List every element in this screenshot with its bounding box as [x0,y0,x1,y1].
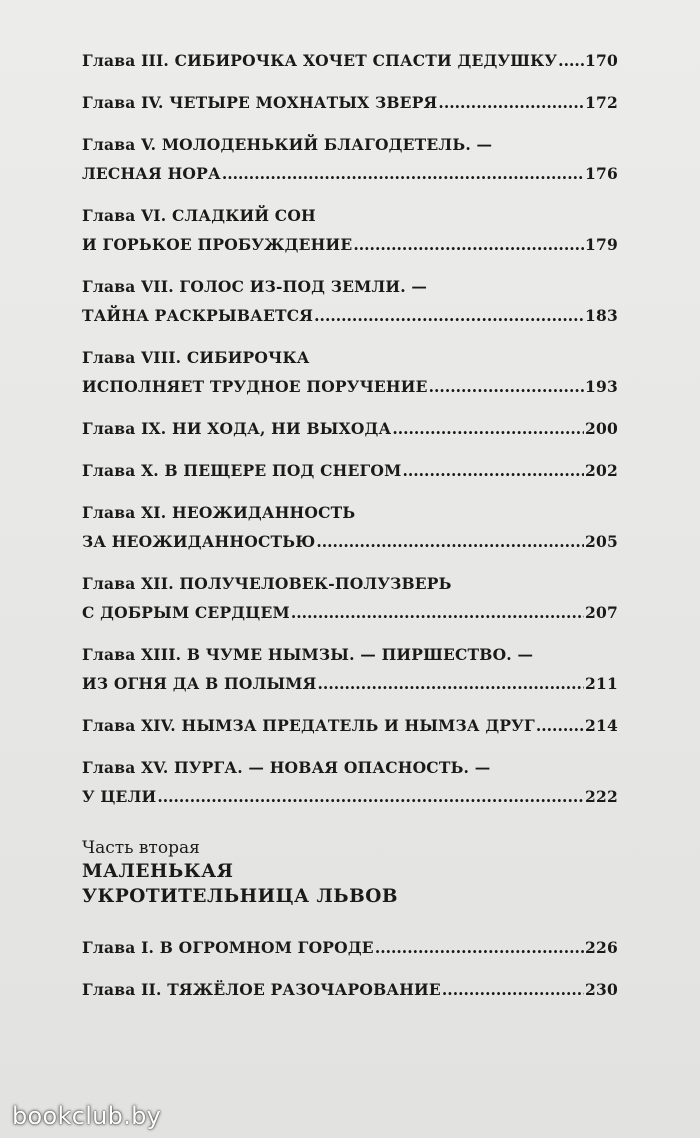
chapter-title: МОЛОДЕНЬКИЙ БЛАГОДЕТЕЛЬ. — [161,135,493,154]
part-label: Часть вторая [82,838,200,858]
toc-entry [82,569,618,627]
page-number: 211 [585,674,618,693]
toc-entry-line [82,343,618,372]
toc-entry [82,414,618,443]
page-number: 200 [585,419,618,438]
toc-entry-line [82,569,618,598]
chapter-number: Глава VI. [82,206,167,225]
chapter-number: Глава V. [82,135,157,154]
toc-entry-line [82,782,618,811]
chapter-number: Глава XIV. [82,716,176,735]
chapter-number: Глава X. [82,461,159,480]
dot-leader [353,230,584,259]
dot-leader [429,372,584,401]
dot-leader [157,782,584,811]
chapter-number: Глава XV. [82,758,169,777]
page-number: 207 [585,603,618,622]
page-number: 183 [585,306,618,325]
dot-leader [392,414,584,443]
dot-leader [222,159,584,188]
part1-chapter-list [82,46,618,811]
toc-entry [82,88,618,117]
part-two-header [82,837,618,909]
toc-entry-line [82,88,618,117]
part2-chapter-list [82,933,618,1004]
chapter-title: У ЦЕЛИ [82,787,157,806]
chapter-title: НЕОЖИДАННОСТЬ [171,503,356,522]
toc-entry-line [82,711,618,740]
toc-entry [82,272,618,330]
toc-entry [82,456,618,485]
page-number: 193 [585,377,618,396]
dot-leader [536,711,584,740]
page-number: 222 [585,787,618,806]
chapter-number: Глава XII. [82,574,174,593]
chapter-title: В ОГРОМНОМ ГОРОДЕ [159,938,374,957]
chapter-number: Глава VIII. [82,348,182,367]
toc-entry [82,933,618,962]
dot-leader [402,456,584,485]
toc-entry [82,201,618,259]
dot-leader [318,669,585,698]
dot-leader [438,88,584,117]
toc-entry-line [82,527,618,556]
toc-entry [82,753,618,811]
toc-entry-line [82,46,618,75]
toc-entry-line [82,301,618,330]
watermark-logo: bookclub.by [12,1102,162,1130]
dot-leader [442,975,584,1004]
page-number: 176 [585,164,618,183]
page-number: 179 [585,235,618,254]
chapter-title: ЧЕТЫРЕ МОХНАТЫХ ЗВЕРЯ [169,93,438,112]
chapter-title: НЫМЗА ПРЕДАТЕЛЬ И НЫМЗА ДРУГ [181,716,535,735]
dot-leader [291,598,584,627]
toc-entry-line [82,598,618,627]
chapter-title: ИЗ ОГНЯ ДА В ПОЛЫМЯ [82,674,317,693]
dot-leader [314,301,584,330]
chapter-number: Глава XI. [82,503,167,522]
chapter-title: В ПЕЩЕРЕ ПОД СНЕГОМ [164,461,402,480]
toc-entry [82,130,618,188]
chapter-number: Глава IX. [82,419,167,438]
chapter-title: СЛАДКИЙ СОН [171,206,316,225]
chapter-title: СИБИРОЧКА ХОЧЕТ СПАСТИ ДЕДУШКУ [174,51,558,70]
toc-entry-line [82,498,618,527]
chapter-number: Глава II. [82,980,162,999]
dot-leader [375,933,584,962]
chapter-title: ЗА НЕОЖИДАННОСТЬЮ [82,532,316,551]
toc-entry-line [82,159,618,188]
toc-entry-line [82,201,618,230]
toc-entry-line [82,414,618,443]
dot-leader [316,527,584,556]
chapter-number: Глава XIII. [82,645,182,664]
chapter-title: ПОЛУЧЕЛОВЕК-ПОЛУЗВЕРЬ [179,574,452,593]
page-number: 226 [585,938,618,957]
page-number: 172 [585,93,618,112]
toc-entry [82,711,618,740]
toc-entry-line [82,372,618,401]
chapter-title: ТАЙНА РАСКРЫВАЕТСЯ [82,306,314,325]
page-number: 202 [585,461,618,480]
toc-entry [82,498,618,556]
chapter-number: Глава VII. [82,277,174,296]
toc-entry-line [82,230,618,259]
chapter-title: НИ ХОДА, НИ ВЫХОДА [171,419,392,438]
toc-entry-line [82,975,618,1004]
toc-entry-line [82,933,618,962]
chapter-title: ПУРГА. — НОВАЯ ОПАСНОСТЬ. — [174,758,491,777]
toc-entry-line [82,130,618,159]
page-number: 170 [585,51,618,70]
page-number: 230 [585,980,618,999]
toc-entry [82,640,618,698]
toc-entry-line [82,272,618,301]
toc-entry [82,343,618,401]
dot-leader [558,46,584,75]
chapter-title: СИБИРОЧКА [186,348,310,367]
toc-entry-line [82,640,618,669]
chapter-title: ЛЕСНАЯ НОРА [82,164,221,183]
page-number: 214 [585,716,618,735]
part-title-line-1: МАЛЕНЬКАЯ [82,861,234,882]
chapter-title: В ЧУМЕ НЫМЗЫ. — ПИРШЕСТВО. — [186,645,534,664]
part-title-line-2: УКРОТИТЕЛЬНИЦА ЛЬВОВ [82,886,398,907]
chapter-number: Глава IV. [82,93,164,112]
chapter-title: ИСПОЛНЯЕТ ТРУДНОЕ ПОРУЧЕНИЕ [82,377,428,396]
chapter-title: И ГОРЬКОЕ ПРОБУЖДЕНИЕ [82,235,353,254]
toc-entry [82,46,618,75]
toc-entry-line [82,753,618,782]
page-number: 205 [585,532,618,551]
chapter-title: С ДОБРЫМ СЕРДЦЕМ [82,603,290,622]
toc-entry [82,975,618,1004]
toc-entry-line [82,456,618,485]
table-of-contents [82,46,618,1017]
chapter-title: ГОЛОС ИЗ-ПОД ЗЕМЛИ. — [179,277,428,296]
chapter-title: ТЯЖЁЛОЕ РАЗОЧАРОВАНИЕ [167,980,441,999]
chapter-number: Глава III. [82,51,170,70]
chapter-number: Глава I. [82,938,155,957]
toc-entry-line [82,669,618,698]
